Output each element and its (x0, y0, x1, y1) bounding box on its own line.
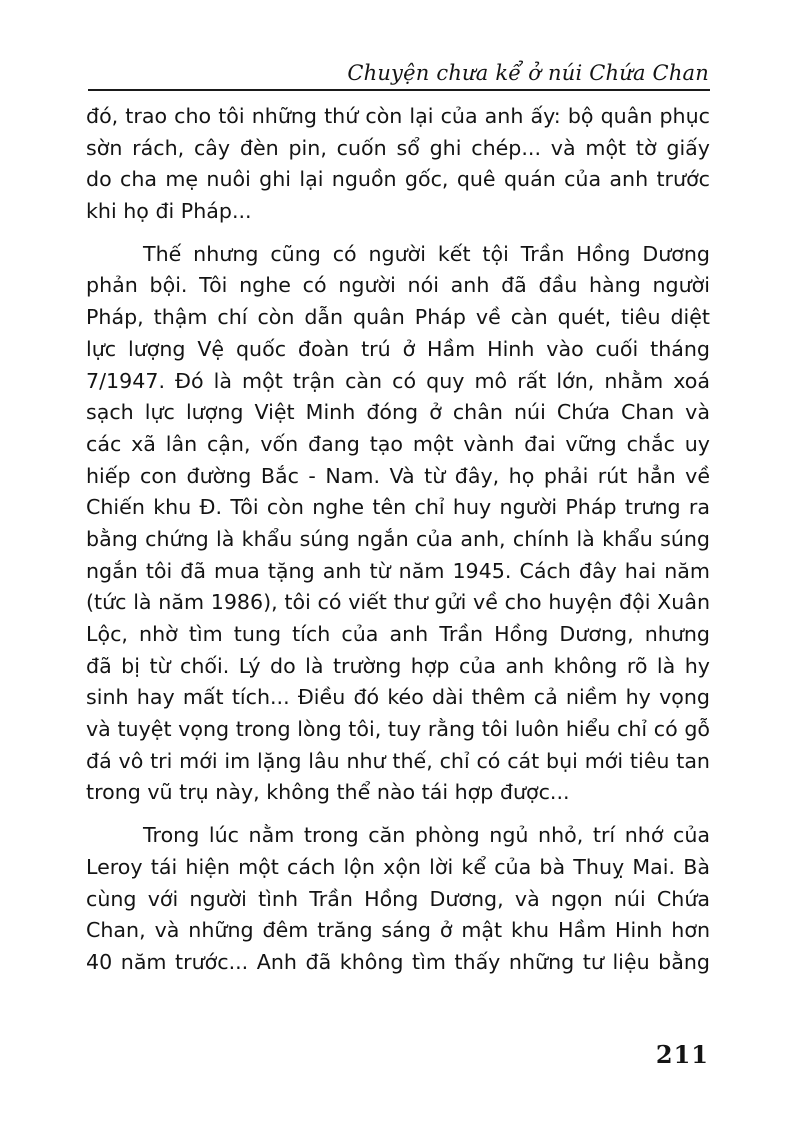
text-line: Trong lúc nằm trong căn phòng ngủ nhỏ, trí nhớ của (143, 823, 710, 848)
text-line: đó, trao cho tôi những thứ còn lại của anh ấy: bộ quân phục (86, 104, 710, 128)
paragraph-1 (86, 101, 710, 228)
page-number: 211 (655, 1040, 709, 1069)
text-line: cùng với người tình Trần Hồng Dương, và ngọn núi Chứa (86, 886, 710, 911)
text-line: khi họ đi Pháp... (86, 199, 252, 224)
body-text (86, 101, 710, 979)
text-line: 40 năm trước... Anh đã không tìm thấy những tư liệu bằng (86, 949, 710, 974)
text-line: 7/1947. Đó là một trận càn có quy mô rất lớn, nhằm xoá (86, 368, 710, 393)
text-line: trong vũ trụ này, không thể nào tái hợp được... (86, 780, 570, 805)
text-line: phản bội. Tôi nghe có người nói anh đã đầu hàng người (86, 273, 710, 298)
text-line: hiếp con đường Bắc - Nam. Và từ đây, họ phải rút hẳn về (86, 463, 710, 488)
text-line: do cha mẹ nuôi ghi lại nguồn gốc, quê quán của anh trước (86, 167, 710, 192)
text-line: sinh hay mất tích... Điều đó kéo dài thêm cả niềm hy vọng (86, 685, 710, 710)
paragraph-3 (86, 820, 710, 978)
text-line: Lộc, nhờ tìm tung tích của anh Trần Hồng Dương, nhưng (86, 622, 710, 646)
text-line: ngắn tôi đã mua tặng anh từ năm 1945. Cách đây hai năm (86, 558, 710, 583)
text-line: đá vô tri mới im lặng lâu như thế, chỉ có cát bụi mới tiêu tan (86, 748, 710, 773)
text-line: Chiến khu Đ. Tôi còn nghe tên chỉ huy người Pháp trưng ra (86, 495, 710, 520)
paragraph-gap (86, 228, 710, 239)
running-header-title: Chuyện chưa kể ở núi Chứa Chan (347, 61, 709, 85)
text-line: bằng chứng là khẩu súng ngắn của anh, chính là khẩu súng (86, 526, 710, 551)
text-line: (tức là năm 1986), tôi có viết thư gửi về cho huyện đội Xuân (86, 590, 710, 615)
text-line: sờn rách, cây đèn pin, cuốn sổ ghi chép... và một tờ giấy (86, 135, 710, 160)
text-line: Leroy tái hiện một cách lộn xộn lời kể của bà Thuỵ Mai. Bà (86, 854, 710, 879)
paragraph-2 (86, 239, 710, 809)
header-rule (88, 89, 710, 91)
text-line: các xã lân cận, vốn đang tạo một vành đai vững chắc uy (86, 431, 710, 456)
text-line: sạch lực lượng Việt Minh đóng ở chân núi Chứa Chan và (86, 400, 710, 425)
text-line: Chan, và những đêm trăng sáng ở mật khu Hầm Hinh hơn (86, 918, 710, 943)
text-line: Pháp, thậm chí còn dẫn quân Pháp về càn quét, tiêu diệt (86, 305, 710, 330)
paragraph-gap (86, 809, 710, 820)
text-line: lực lượng Vệ quốc đoàn trú ở Hầm Hinh vào cuối tháng (86, 336, 710, 361)
text-line: đã bị từ chối. Lý do là trường hợp của anh không rõ là hy (86, 653, 710, 678)
text-line: và tuyệt vọng trong lòng tôi, tuy rằng tôi luôn hiểu chỉ có gỗ (86, 717, 710, 742)
text-line: Thế nhưng cũng có người kết tội Trần Hồng Dương (143, 241, 710, 266)
